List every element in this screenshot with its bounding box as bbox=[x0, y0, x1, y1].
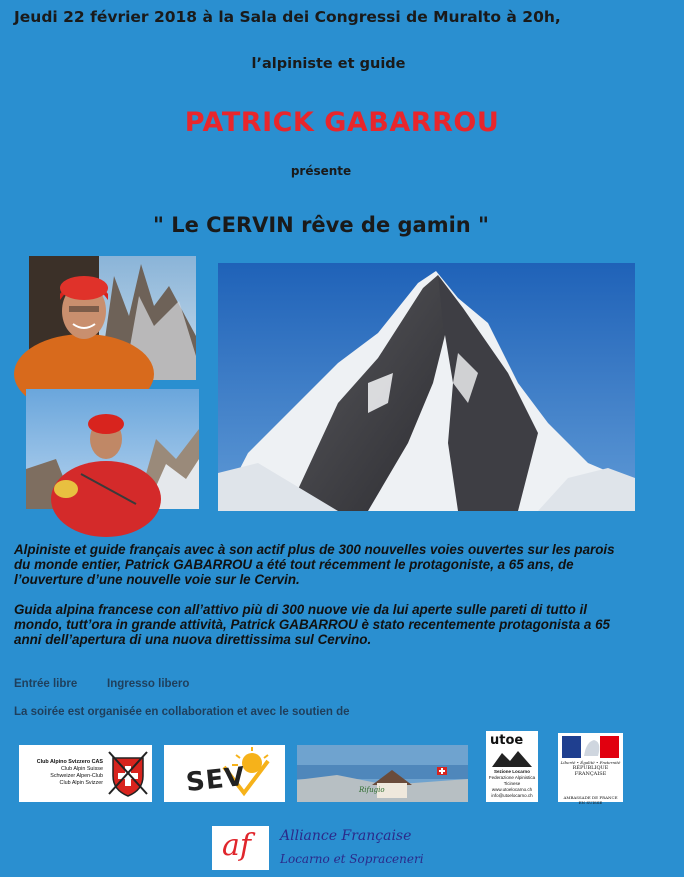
subtitle-alpiniste: l’alpiniste et guide bbox=[251, 56, 406, 72]
entree-libre: Entrée libre bbox=[14, 678, 78, 690]
logo-club-alpin-suisse bbox=[19, 745, 152, 802]
logo-alliance-francaise bbox=[212, 826, 269, 870]
alliance-mark: af bbox=[222, 828, 251, 863]
matterhorn-photo bbox=[218, 263, 635, 511]
paragraph-french: Alpiniste et guide français avec à son actif plus de 300 nouvelles voies ouvertes sur les parois du monde entier, Patrick GABARROU a été tout récemment le protagoniste, a 65 ans, de l’ouverture d’une nouvelle voie sur le Cervin. bbox=[14, 542, 615, 587]
logo-sev bbox=[164, 745, 285, 802]
presente-label: présente bbox=[290, 164, 352, 178]
portrait-photo-bottom bbox=[26, 389, 199, 509]
utoe-line-3: Ticinese bbox=[503, 781, 521, 786]
utoe-line-1: Sezione Locarno bbox=[493, 769, 530, 774]
alliance-line-1: Alliance Française bbox=[280, 828, 412, 844]
logo-republique-francaise bbox=[558, 733, 623, 805]
logo-utoe bbox=[486, 731, 538, 802]
marianne-icon bbox=[562, 736, 619, 758]
portrait-photo-top bbox=[29, 256, 196, 380]
paragraph-italian: Guida alpina francese con all’attivo più di 300 nuove vie da lui aperte sulle pareti di tutto il mondo, tutt’ora in grande attività, Patrick GABARROU è stato recentemente protagonista a 65 anni dell’apertura di una nuova direttissima sul Cervino. bbox=[14, 602, 610, 647]
embassy-name: AMBASSADE DE FRANCE EN SUISSE bbox=[563, 795, 618, 805]
sev-text: SEV bbox=[184, 761, 248, 799]
rifugio-label: Rifugio bbox=[359, 786, 385, 794]
utoe-line-2: Federazione Alpinistica bbox=[488, 775, 536, 780]
soiree-note: La soirée est organisée en collaboration et avec le soutien de bbox=[14, 706, 350, 718]
speaker-name: PATRICK GABARROU bbox=[184, 107, 500, 138]
utoe-mark: utoe bbox=[490, 733, 524, 748]
republique-motto: Liberté • Égalité • Fraternité bbox=[560, 760, 621, 765]
logo-rifugio-photo bbox=[297, 745, 468, 802]
swiss-shield-icon bbox=[107, 750, 149, 798]
utoe-line-5: info@utoelocarno.ch bbox=[491, 793, 533, 798]
cas-line-4: Club Alpin Svizzer bbox=[59, 780, 103, 786]
cas-line-1: Club Alpino Svizzero CAS bbox=[36, 759, 103, 765]
event-date-line: Jeudi 22 février 2018 à la Sala dei Congressi de Muralto à 20h, bbox=[14, 8, 561, 26]
ingresso-libero: Ingresso libero bbox=[107, 678, 190, 690]
republique-name: RÉPUBLIQUE FRANÇAISE bbox=[572, 765, 609, 777]
cas-line-3: Schweizer Alpen-Club bbox=[50, 773, 103, 779]
cas-line-2: Club Alpin Suisse bbox=[61, 766, 103, 772]
utoe-line-4: www.utoelocarno.ch bbox=[491, 787, 533, 792]
talk-title: " Le CERVIN rêve de gamin " bbox=[153, 213, 489, 237]
alliance-line-2: Locarno et Sopraceneri bbox=[280, 852, 424, 866]
mountain-icon bbox=[492, 749, 532, 767]
